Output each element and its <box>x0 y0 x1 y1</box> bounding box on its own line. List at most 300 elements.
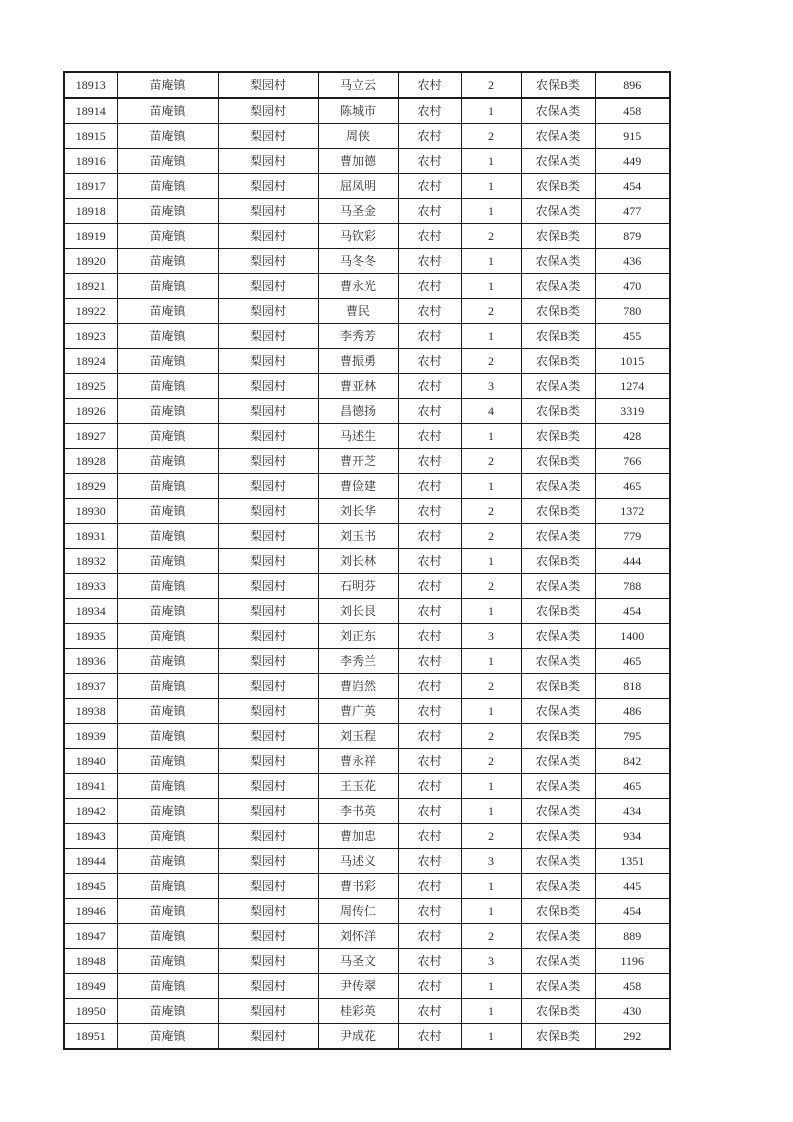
cell-town: 苗庵镇 <box>117 599 218 624</box>
cell-insurance-category: 农保B类 <box>521 899 595 924</box>
cell-person-name: 马述义 <box>318 849 398 874</box>
cell-village: 梨园村 <box>218 574 318 599</box>
cell-town: 苗庵镇 <box>117 124 218 149</box>
cell-residence-type: 农村 <box>398 649 461 674</box>
table-row <box>64 324 670 349</box>
cell-serial-number: 18922 <box>64 299 117 324</box>
cell-person-name: 昌德扬 <box>318 399 398 424</box>
cell-amount: 795 <box>595 724 670 749</box>
cell-village: 梨园村 <box>218 974 318 999</box>
cell-village: 梨园村 <box>218 649 318 674</box>
cell-serial-number: 18938 <box>64 699 117 724</box>
cell-town: 苗庵镇 <box>117 774 218 799</box>
cell-village: 梨园村 <box>218 474 318 499</box>
cell-serial-number: 18939 <box>64 724 117 749</box>
cell-insurance-category: 农保A类 <box>521 474 595 499</box>
cell-insurance-category: 农保B类 <box>521 449 595 474</box>
cell-serial-number: 18948 <box>64 949 117 974</box>
cell-insurance-category: 农保B类 <box>521 674 595 699</box>
cell-person-count: 2 <box>461 349 521 374</box>
cell-amount: 1351 <box>595 849 670 874</box>
cell-amount: 1400 <box>595 624 670 649</box>
cell-serial-number: 18934 <box>64 599 117 624</box>
cell-person-name: 曹书彩 <box>318 874 398 899</box>
cell-person-name: 周侠 <box>318 124 398 149</box>
cell-serial-number: 18942 <box>64 799 117 824</box>
cell-person-count: 2 <box>461 224 521 249</box>
cell-amount: 889 <box>595 924 670 949</box>
cell-village: 梨园村 <box>218 899 318 924</box>
table-row <box>64 374 670 399</box>
cell-person-count: 1 <box>461 1024 521 1050</box>
cell-serial-number: 18936 <box>64 649 117 674</box>
cell-person-count: 1 <box>461 974 521 999</box>
cell-amount: 1274 <box>595 374 670 399</box>
cell-residence-type: 农村 <box>398 574 461 599</box>
cell-person-count: 1 <box>461 999 521 1024</box>
cell-person-count: 1 <box>461 699 521 724</box>
cell-insurance-category: 农保A类 <box>521 374 595 399</box>
cell-residence-type: 农村 <box>398 599 461 624</box>
cell-amount: 842 <box>595 749 670 774</box>
cell-residence-type: 农村 <box>398 749 461 774</box>
cell-serial-number: 18917 <box>64 174 117 199</box>
cell-person-count: 1 <box>461 474 521 499</box>
cell-residence-type: 农村 <box>398 549 461 574</box>
cell-amount: 1372 <box>595 499 670 524</box>
cell-person-name: 刘玉程 <box>318 724 398 749</box>
cell-person-name: 李秀芳 <box>318 324 398 349</box>
cell-insurance-category: 农保B类 <box>521 174 595 199</box>
cell-village: 梨园村 <box>218 849 318 874</box>
cell-residence-type: 农村 <box>398 72 461 98</box>
table-row <box>64 749 670 774</box>
table-row <box>64 449 670 474</box>
cell-amount: 458 <box>595 98 670 124</box>
cell-person-count: 2 <box>461 924 521 949</box>
cell-village: 梨园村 <box>218 424 318 449</box>
table-row <box>64 824 670 849</box>
cell-insurance-category: 农保A类 <box>521 124 595 149</box>
cell-town: 苗庵镇 <box>117 799 218 824</box>
cell-person-count: 2 <box>461 524 521 549</box>
table-row <box>64 98 670 124</box>
cell-town: 苗庵镇 <box>117 574 218 599</box>
table-row <box>64 274 670 299</box>
cell-amount: 779 <box>595 524 670 549</box>
cell-amount: 454 <box>595 599 670 624</box>
cell-serial-number: 18945 <box>64 874 117 899</box>
table-row <box>64 899 670 924</box>
cell-insurance-category: 农保A类 <box>521 624 595 649</box>
cell-town: 苗庵镇 <box>117 949 218 974</box>
cell-serial-number: 18946 <box>64 899 117 924</box>
cell-village: 梨园村 <box>218 249 318 274</box>
cell-serial-number: 18940 <box>64 749 117 774</box>
cell-serial-number: 18920 <box>64 249 117 274</box>
cell-town: 苗庵镇 <box>117 999 218 1024</box>
cell-person-count: 3 <box>461 624 521 649</box>
cell-village: 梨园村 <box>218 624 318 649</box>
cell-amount: 454 <box>595 174 670 199</box>
cell-town: 苗庵镇 <box>117 874 218 899</box>
cell-town: 苗庵镇 <box>117 824 218 849</box>
cell-serial-number: 18933 <box>64 574 117 599</box>
table-row <box>64 424 670 449</box>
cell-town: 苗庵镇 <box>117 499 218 524</box>
cell-residence-type: 农村 <box>398 999 461 1024</box>
cell-village: 梨园村 <box>218 724 318 749</box>
cell-insurance-category: 农保A类 <box>521 749 595 774</box>
cell-residence-type: 农村 <box>398 1024 461 1050</box>
cell-amount: 934 <box>595 824 670 849</box>
cell-serial-number: 18943 <box>64 824 117 849</box>
cell-village: 梨园村 <box>218 949 318 974</box>
cell-town: 苗庵镇 <box>117 349 218 374</box>
cell-insurance-category: 农保B类 <box>521 724 595 749</box>
cell-serial-number: 18927 <box>64 424 117 449</box>
cell-serial-number: 18918 <box>64 199 117 224</box>
cell-amount: 1015 <box>595 349 670 374</box>
cell-village: 梨园村 <box>218 72 318 98</box>
cell-amount: 879 <box>595 224 670 249</box>
table-row <box>64 949 670 974</box>
cell-village: 梨园村 <box>218 999 318 1024</box>
cell-town: 苗庵镇 <box>117 174 218 199</box>
cell-residence-type: 农村 <box>398 349 461 374</box>
table-row <box>64 199 670 224</box>
cell-village: 梨园村 <box>218 674 318 699</box>
cell-village: 梨园村 <box>218 499 318 524</box>
cell-insurance-category: 农保A类 <box>521 574 595 599</box>
table-row <box>64 549 670 574</box>
cell-town: 苗庵镇 <box>117 224 218 249</box>
cell-residence-type: 农村 <box>398 98 461 124</box>
cell-insurance-category: 农保B类 <box>521 224 595 249</box>
cell-person-name: 桂彩英 <box>318 999 398 1024</box>
cell-residence-type: 农村 <box>398 274 461 299</box>
table-row <box>64 1024 670 1050</box>
cell-residence-type: 农村 <box>398 849 461 874</box>
cell-amount: 292 <box>595 1024 670 1050</box>
cell-village: 梨园村 <box>218 799 318 824</box>
cell-person-count: 1 <box>461 324 521 349</box>
cell-amount: 788 <box>595 574 670 599</box>
table-row <box>64 349 670 374</box>
cell-village: 梨园村 <box>218 449 318 474</box>
cell-amount: 434 <box>595 799 670 824</box>
cell-insurance-category: 农保A类 <box>521 649 595 674</box>
cell-residence-type: 农村 <box>398 224 461 249</box>
cell-town: 苗庵镇 <box>117 299 218 324</box>
cell-village: 梨园村 <box>218 224 318 249</box>
cell-insurance-category: 农保A类 <box>521 799 595 824</box>
cell-person-count: 1 <box>461 599 521 624</box>
cell-town: 苗庵镇 <box>117 424 218 449</box>
cell-amount: 445 <box>595 874 670 899</box>
cell-residence-type: 农村 <box>398 949 461 974</box>
cell-amount: 458 <box>595 974 670 999</box>
cell-person-count: 1 <box>461 274 521 299</box>
cell-person-name: 曹广英 <box>318 699 398 724</box>
cell-insurance-category: 农保B类 <box>521 324 595 349</box>
cell-amount: 818 <box>595 674 670 699</box>
cell-residence-type: 农村 <box>398 324 461 349</box>
cell-village: 梨园村 <box>218 124 318 149</box>
cell-village: 梨园村 <box>218 924 318 949</box>
cell-insurance-category: 农保A类 <box>521 524 595 549</box>
cell-amount: 465 <box>595 649 670 674</box>
cell-person-name: 马冬冬 <box>318 249 398 274</box>
cell-serial-number: 18941 <box>64 774 117 799</box>
cell-serial-number: 18919 <box>64 224 117 249</box>
cell-residence-type: 农村 <box>398 499 461 524</box>
table-row <box>64 924 670 949</box>
table-row <box>64 724 670 749</box>
cell-person-name: 李书英 <box>318 799 398 824</box>
cell-insurance-category: 农保A类 <box>521 824 595 849</box>
cell-amount: 3319 <box>595 399 670 424</box>
cell-town: 苗庵镇 <box>117 274 218 299</box>
cell-residence-type: 农村 <box>398 124 461 149</box>
table-row <box>64 674 670 699</box>
cell-person-name: 曹亚林 <box>318 374 398 399</box>
cell-serial-number: 18915 <box>64 124 117 149</box>
cell-village: 梨园村 <box>218 599 318 624</box>
cell-person-count: 2 <box>461 72 521 98</box>
cell-town: 苗庵镇 <box>117 249 218 274</box>
cell-person-count: 1 <box>461 774 521 799</box>
cell-residence-type: 农村 <box>398 424 461 449</box>
cell-village: 梨园村 <box>218 299 318 324</box>
cell-person-name: 刘长艮 <box>318 599 398 624</box>
cell-town: 苗庵镇 <box>117 149 218 174</box>
cell-residence-type: 农村 <box>398 299 461 324</box>
cell-insurance-category: 农保B类 <box>521 1024 595 1050</box>
cell-insurance-category: 农保A类 <box>521 699 595 724</box>
cell-residence-type: 农村 <box>398 824 461 849</box>
cell-person-name: 屈凤明 <box>318 174 398 199</box>
cell-village: 梨园村 <box>218 149 318 174</box>
cell-person-count: 2 <box>461 124 521 149</box>
cell-insurance-category: 农保A类 <box>521 974 595 999</box>
table-row <box>64 699 670 724</box>
cell-person-name: 曹加德 <box>318 149 398 174</box>
table-row <box>64 474 670 499</box>
cell-town: 苗庵镇 <box>117 674 218 699</box>
cell-village: 梨园村 <box>218 199 318 224</box>
cell-amount: 766 <box>595 449 670 474</box>
cell-town: 苗庵镇 <box>117 924 218 949</box>
cell-residence-type: 农村 <box>398 199 461 224</box>
cell-town: 苗庵镇 <box>117 624 218 649</box>
cell-insurance-category: 农保B类 <box>521 424 595 449</box>
cell-insurance-category: 农保A类 <box>521 924 595 949</box>
cell-town: 苗庵镇 <box>117 449 218 474</box>
cell-person-name: 曹俭建 <box>318 474 398 499</box>
cell-person-name: 曹加忠 <box>318 824 398 849</box>
cell-village: 梨园村 <box>218 98 318 124</box>
cell-residence-type: 农村 <box>398 974 461 999</box>
cell-town: 苗庵镇 <box>117 199 218 224</box>
cell-person-count: 3 <box>461 849 521 874</box>
cell-person-name: 刘长林 <box>318 549 398 574</box>
cell-village: 梨园村 <box>218 324 318 349</box>
cell-person-name: 马钦彩 <box>318 224 398 249</box>
cell-person-count: 1 <box>461 199 521 224</box>
cell-town: 苗庵镇 <box>117 724 218 749</box>
cell-person-count: 1 <box>461 799 521 824</box>
cell-town: 苗庵镇 <box>117 324 218 349</box>
cell-residence-type: 农村 <box>398 174 461 199</box>
cell-person-name: 曹永祥 <box>318 749 398 774</box>
cell-serial-number: 18950 <box>64 999 117 1024</box>
cell-town: 苗庵镇 <box>117 749 218 774</box>
cell-insurance-category: 农保B类 <box>521 599 595 624</box>
table-row <box>64 599 670 624</box>
cell-person-name: 刘长华 <box>318 499 398 524</box>
cell-village: 梨园村 <box>218 774 318 799</box>
table-row <box>64 574 670 599</box>
cell-town: 苗庵镇 <box>117 899 218 924</box>
cell-serial-number: 18931 <box>64 524 117 549</box>
cell-amount: 449 <box>595 149 670 174</box>
cell-serial-number: 18926 <box>64 399 117 424</box>
cell-person-name: 刘玉书 <box>318 524 398 549</box>
cell-residence-type: 农村 <box>398 774 461 799</box>
cell-residence-type: 农村 <box>398 399 461 424</box>
cell-person-name: 刘正东 <box>318 624 398 649</box>
cell-serial-number: 18935 <box>64 624 117 649</box>
records-table <box>63 71 671 1050</box>
cell-village: 梨园村 <box>218 874 318 899</box>
cell-person-name: 曹民 <box>318 299 398 324</box>
cell-serial-number: 18951 <box>64 1024 117 1050</box>
cell-town: 苗庵镇 <box>117 974 218 999</box>
cell-person-count: 3 <box>461 949 521 974</box>
cell-serial-number: 18929 <box>64 474 117 499</box>
cell-insurance-category: 农保B类 <box>521 72 595 98</box>
table-row <box>64 224 670 249</box>
cell-person-count: 1 <box>461 549 521 574</box>
cell-person-count: 1 <box>461 149 521 174</box>
cell-person-name: 尹成花 <box>318 1024 398 1050</box>
cell-person-name: 曹振勇 <box>318 349 398 374</box>
cell-insurance-category: 农保A类 <box>521 774 595 799</box>
cell-person-count: 2 <box>461 674 521 699</box>
cell-residence-type: 农村 <box>398 674 461 699</box>
cell-village: 梨园村 <box>218 174 318 199</box>
cell-person-name: 曹永光 <box>318 274 398 299</box>
cell-insurance-category: 农保B类 <box>521 999 595 1024</box>
cell-insurance-category: 农保B类 <box>521 549 595 574</box>
cell-town: 苗庵镇 <box>117 72 218 98</box>
cell-person-name: 马圣文 <box>318 949 398 974</box>
table-row <box>64 624 670 649</box>
cell-insurance-category: 农保A类 <box>521 149 595 174</box>
cell-residence-type: 农村 <box>398 899 461 924</box>
cell-insurance-category: 农保A类 <box>521 849 595 874</box>
table-row <box>64 149 670 174</box>
cell-person-count: 1 <box>461 874 521 899</box>
cell-village: 梨园村 <box>218 549 318 574</box>
cell-residence-type: 农村 <box>398 474 461 499</box>
cell-person-name: 马立云 <box>318 72 398 98</box>
cell-village: 梨园村 <box>218 399 318 424</box>
table-row <box>64 774 670 799</box>
cell-person-count: 2 <box>461 449 521 474</box>
cell-serial-number: 18932 <box>64 549 117 574</box>
cell-amount: 465 <box>595 774 670 799</box>
cell-amount: 444 <box>595 549 670 574</box>
cell-serial-number: 18925 <box>64 374 117 399</box>
cell-amount: 454 <box>595 899 670 924</box>
table-row <box>64 974 670 999</box>
cell-person-count: 2 <box>461 824 521 849</box>
cell-residence-type: 农村 <box>398 249 461 274</box>
cell-residence-type: 农村 <box>398 924 461 949</box>
table-row <box>64 524 670 549</box>
cell-serial-number: 18930 <box>64 499 117 524</box>
cell-person-name: 李秀兰 <box>318 649 398 674</box>
table-row <box>64 174 670 199</box>
cell-amount: 896 <box>595 72 670 98</box>
cell-insurance-category: 农保A类 <box>521 199 595 224</box>
cell-amount: 436 <box>595 249 670 274</box>
cell-amount: 465 <box>595 474 670 499</box>
cell-person-name: 刘怀洋 <box>318 924 398 949</box>
cell-residence-type: 农村 <box>398 724 461 749</box>
table-row <box>64 72 670 98</box>
table-row <box>64 249 670 274</box>
cell-person-count: 1 <box>461 649 521 674</box>
cell-town: 苗庵镇 <box>117 699 218 724</box>
cell-person-name: 王玉花 <box>318 774 398 799</box>
cell-serial-number: 18947 <box>64 924 117 949</box>
cell-amount: 477 <box>595 199 670 224</box>
cell-town: 苗庵镇 <box>117 474 218 499</box>
cell-person-count: 3 <box>461 374 521 399</box>
cell-residence-type: 农村 <box>398 874 461 899</box>
cell-person-count: 1 <box>461 98 521 124</box>
cell-serial-number: 18949 <box>64 974 117 999</box>
cell-residence-type: 农村 <box>398 449 461 474</box>
cell-person-count: 2 <box>461 749 521 774</box>
cell-amount: 430 <box>595 999 670 1024</box>
table-row <box>64 399 670 424</box>
cell-serial-number: 18924 <box>64 349 117 374</box>
cell-person-count: 4 <box>461 399 521 424</box>
cell-serial-number: 18916 <box>64 149 117 174</box>
cell-person-name: 曹开芝 <box>318 449 398 474</box>
cell-town: 苗庵镇 <box>117 1024 218 1050</box>
cell-person-name: 尹传翠 <box>318 974 398 999</box>
cell-residence-type: 农村 <box>398 524 461 549</box>
cell-amount: 428 <box>595 424 670 449</box>
cell-town: 苗庵镇 <box>117 549 218 574</box>
cell-person-count: 2 <box>461 724 521 749</box>
cell-serial-number: 18923 <box>64 324 117 349</box>
cell-amount: 486 <box>595 699 670 724</box>
cell-insurance-category: 农保B类 <box>521 349 595 374</box>
cell-person-count: 2 <box>461 299 521 324</box>
cell-person-name: 陈城市 <box>318 98 398 124</box>
cell-serial-number: 18928 <box>64 449 117 474</box>
cell-residence-type: 农村 <box>398 149 461 174</box>
table-row <box>64 124 670 149</box>
cell-insurance-category: 农保A类 <box>521 949 595 974</box>
cell-serial-number: 18914 <box>64 98 117 124</box>
